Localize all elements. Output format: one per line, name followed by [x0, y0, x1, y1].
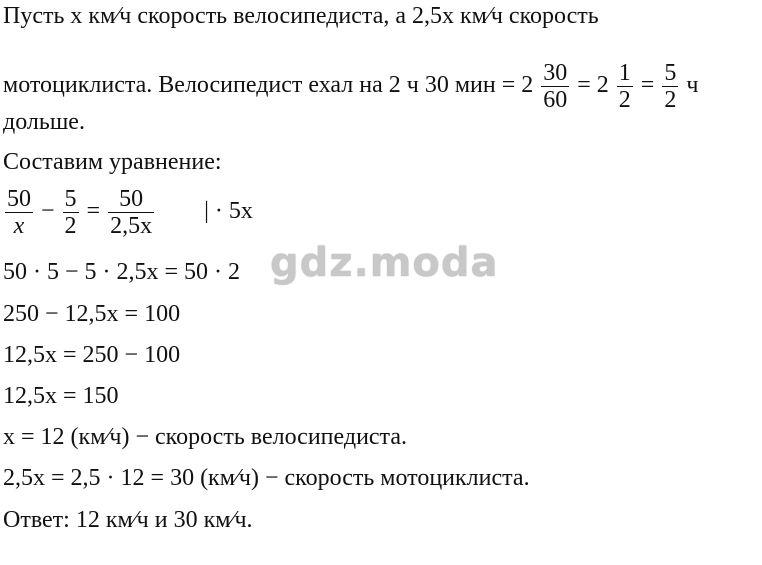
fraction-50-x	[5, 186, 33, 239]
text-line-1: Пусть x км⁄ч скорость велосипедиста, а 2,5x км⁄ч скорость	[3, 3, 599, 29]
fraction-numerator: 5	[64, 186, 77, 212]
fraction-30-60	[541, 60, 569, 113]
text-line-6: 50 · 5 − 5 · 2,5x = 50 · 2	[3, 259, 241, 285]
text-line-9: 12,5x = 150	[3, 383, 119, 409]
text-line-2-start: мотоциклиста. Велосипедист ехал на 2 ч 30 мин = 2	[3, 72, 534, 99]
text-line-3: дольше.	[3, 109, 85, 135]
fraction-denominator: 2,5x	[110, 213, 153, 239]
equation-line	[3, 186, 253, 239]
fraction-numerator: 50	[7, 186, 31, 212]
text-line-8: 12,5x = 250 − 100	[3, 342, 181, 368]
equals-sign: =	[640, 72, 655, 99]
fraction-numerator: 1	[618, 60, 631, 86]
fraction-denominator: x	[13, 213, 25, 239]
fraction-denominator: 2	[664, 87, 677, 113]
fraction-numerator: 30	[543, 60, 568, 86]
equals-sign: =	[86, 198, 101, 225]
unit-hours: ч	[686, 72, 699, 99]
fraction-denominator: 60	[543, 87, 568, 113]
text-line-10: x = 12 (км⁄ч) − скорость велосипедиста.	[3, 424, 407, 450]
fraction-5-2	[662, 60, 678, 113]
fraction-numerator: 50	[108, 186, 154, 213]
text-line-4: Составим уравнение:	[3, 149, 222, 175]
text-line-12: Ответ: 12 км⁄ч и 30 км⁄ч.	[3, 507, 253, 533]
equals-2: = 2	[577, 72, 609, 99]
fraction-50-2-5x	[108, 186, 154, 239]
fraction-denominator: 2	[64, 213, 77, 239]
watermark-logo: gdz.moda	[270, 240, 499, 286]
text-line-7: 250 − 12,5x = 100	[3, 301, 181, 327]
fraction-1-2	[617, 60, 633, 113]
fraction-denominator: 2	[618, 87, 631, 113]
fraction-5-2-eq	[63, 186, 79, 239]
multiplier-note: | · 5x	[204, 198, 253, 225]
text-line-2	[3, 60, 698, 113]
fraction-numerator: 5	[664, 60, 677, 86]
minus-sign: −	[41, 198, 55, 225]
text-line-11: 2,5x = 2,5 · 12 = 30 (км⁄ч) − скорость мотоциклиста.	[3, 465, 530, 491]
